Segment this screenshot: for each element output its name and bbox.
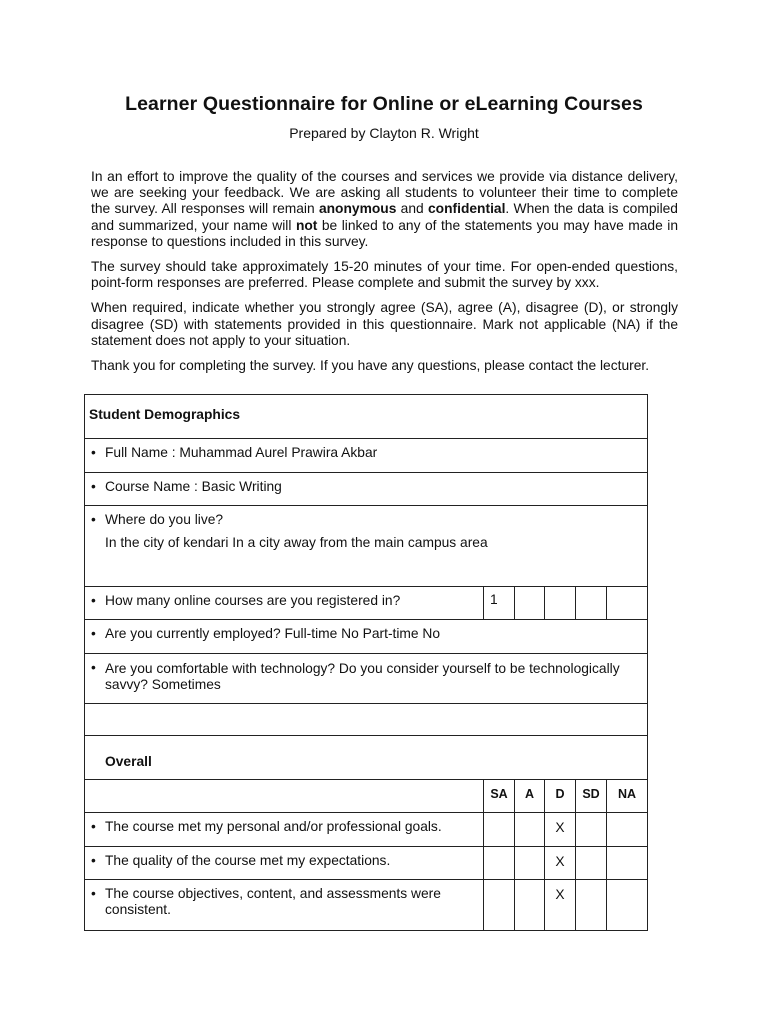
- answer-box-empty: [607, 587, 648, 620]
- blank-row: [85, 704, 648, 736]
- table-row: [85, 813, 648, 847]
- section-header-demographics: Student Demographics: [89, 407, 241, 422]
- rating-sa[interactable]: [484, 880, 515, 931]
- bullet-icon: •: [91, 445, 96, 460]
- online-courses-answer[interactable]: 1: [484, 587, 515, 620]
- bullet-icon: •: [91, 626, 96, 641]
- table-row: [85, 654, 648, 704]
- rating-na[interactable]: [607, 813, 648, 847]
- page-title: Learner Questionnaire for Online or eLearning Courses: [125, 93, 643, 115]
- rating-a[interactable]: [515, 847, 545, 880]
- scale-header-na: NA: [607, 780, 648, 813]
- rating-a[interactable]: [515, 880, 545, 931]
- bullet-icon: •: [91, 479, 96, 494]
- scale-header-d: D: [545, 780, 576, 813]
- rating-d[interactable]: X: [545, 847, 576, 880]
- rating-sd[interactable]: [576, 847, 607, 880]
- rating-a[interactable]: [515, 813, 545, 847]
- table-row: [85, 704, 648, 736]
- table-row: [85, 736, 648, 780]
- scale-header-a: A: [515, 780, 545, 813]
- answer-box[interactable]: [515, 587, 545, 620]
- intro-text: [91, 169, 678, 381]
- statement-text: The quality of the course met my expectations.: [105, 853, 391, 868]
- intro-paragraph-4: Thank you for completing the survey. If you have any questions, please contact the lecturer.: [91, 358, 650, 374]
- bullet-icon: •: [91, 660, 96, 675]
- scale-header-sd: SD: [576, 780, 607, 813]
- scale-header-sa: SA: [484, 780, 515, 813]
- statement-text: The course objectives, content, and assessments were consistent.: [105, 886, 441, 917]
- rating-d[interactable]: X: [545, 813, 576, 847]
- online-courses-question: How many online courses are you registered in?: [105, 593, 401, 608]
- statement-text: The course met my personal and/or professional goals.: [105, 819, 442, 834]
- table-row: [85, 880, 648, 931]
- answer-box[interactable]: [545, 587, 576, 620]
- rating-na[interactable]: [607, 880, 648, 931]
- table-row: [85, 587, 648, 620]
- bullet-icon: •: [91, 593, 96, 608]
- where-live-answer[interactable]: In the city of kendari In a city away from the main campus area: [105, 535, 488, 550]
- rating-sd[interactable]: [576, 880, 607, 931]
- answer-box[interactable]: [576, 587, 607, 620]
- page-subtitle: Prepared by Clayton R. Wright: [289, 125, 479, 141]
- scale-header-blank: [85, 780, 484, 813]
- intro-paragraph-1: In an effort to improve the quality of the courses and services we provide via distance delivery, we are seeking your feedback. We are asking all students to volunteer their time to complete the survey. All responses will remain anonymous and confidential. When the data is compiled and summarized, your name will not be linked to any of the statements you may have made in response to questions included in this survey.: [91, 169, 679, 249]
- table-row: [85, 439, 648, 473]
- questionnaire-table: [84, 394, 648, 931]
- bullet-icon: •: [91, 819, 96, 834]
- rating-d[interactable]: X: [545, 880, 576, 931]
- intro-paragraph-3: When required, indicate whether you strongly agree (SA), agree (A), disagree (D), or strongly disagree (SD) with statements provided in this questionnaire. Mark not applicable (NA) if the statement does not apply to your situation.: [91, 300, 678, 348]
- table-row: [85, 506, 648, 587]
- table-row: [85, 780, 648, 813]
- table-row: [85, 395, 648, 439]
- rating-na[interactable]: [607, 847, 648, 880]
- rating-sa[interactable]: [484, 847, 515, 880]
- bullet-icon: •: [91, 512, 96, 527]
- table-row: [85, 620, 648, 654]
- section-header-overall: Overall: [105, 754, 152, 769]
- bullet-icon: •: [91, 886, 96, 901]
- course-name-field[interactable]: Course Name : Basic Writing: [105, 479, 282, 494]
- rating-sa[interactable]: [484, 813, 515, 847]
- full-name-field[interactable]: Full Name : Muhammad Aurel Prawira Akbar: [105, 445, 378, 460]
- where-live-question: Where do you live?: [105, 512, 224, 527]
- table-row: [85, 847, 648, 880]
- bullet-icon: •: [91, 853, 96, 868]
- employment-field[interactable]: Are you currently employed? Full-time No Part-time No: [105, 626, 441, 641]
- rating-sd[interactable]: [576, 813, 607, 847]
- technology-field[interactable]: Are you comfortable with technology? Do you consider yourself to be technologically savvy? Sometimes: [105, 661, 620, 692]
- intro-paragraph-2: The survey should take approximately 15-20 minutes of your time. For open-ended questions, point-form responses are preferred. Please complete and submit the survey by xxx.: [91, 259, 678, 291]
- table-row: [85, 473, 648, 506]
